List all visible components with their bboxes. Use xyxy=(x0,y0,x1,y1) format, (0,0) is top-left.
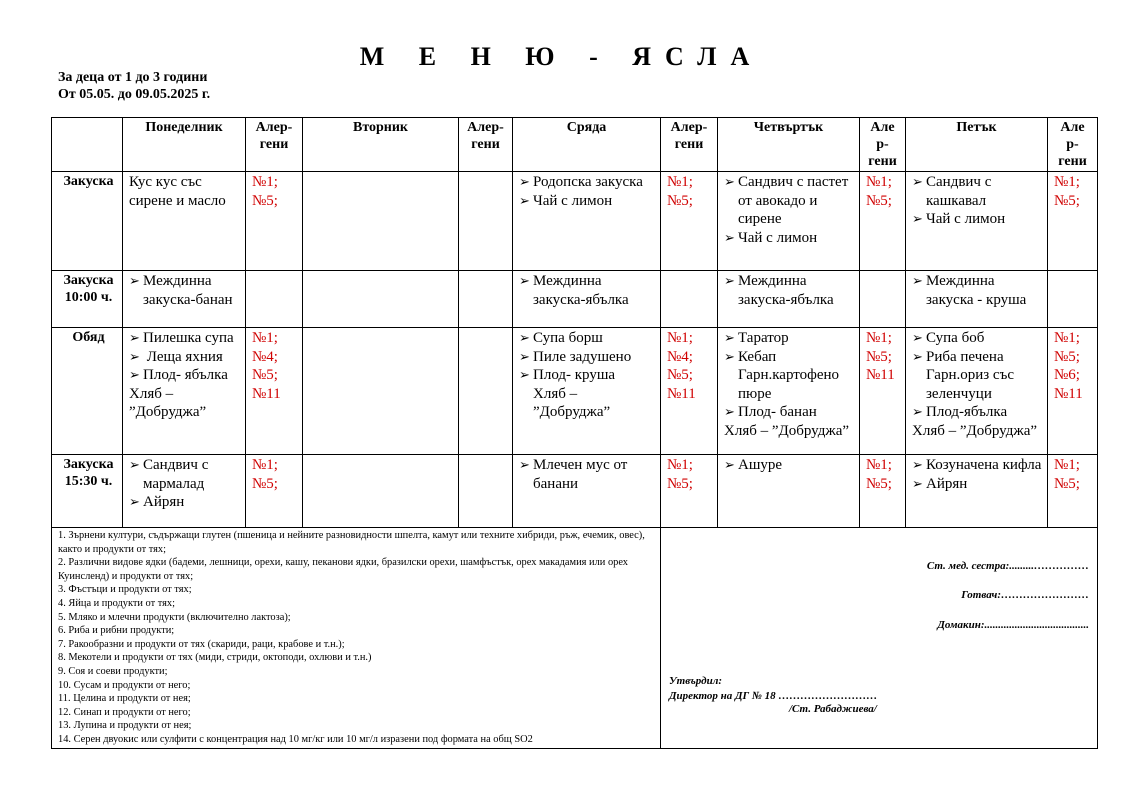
allergen-legend xyxy=(52,528,661,749)
snack10-tuesday xyxy=(303,271,459,328)
snack-1530-row xyxy=(52,455,1098,528)
arrow-bullet-icon: ➢ xyxy=(129,457,140,472)
allergens-cell xyxy=(459,271,513,328)
breakfast-friday xyxy=(906,172,1048,271)
lunch-friday xyxy=(906,328,1048,455)
bread-item: Хляб – ”Добруджа” xyxy=(912,422,1038,439)
arrow-bullet-icon: ➢ xyxy=(129,330,140,345)
menu-item: ➢ Сандвич с пастет от авокадо и сирене xyxy=(724,174,849,227)
menu-item: ➢ Плод- круша xyxy=(519,367,616,383)
menu-item: ➢ Чай с лимон xyxy=(912,211,1006,227)
allergens-cell: №1; №5; xyxy=(661,455,718,528)
arrow-bullet-icon: ➢ xyxy=(519,457,530,472)
arrow-bullet-icon: ➢ xyxy=(724,330,735,345)
allergens-cell xyxy=(459,328,513,455)
header-allergens: Але р- гени xyxy=(860,118,906,172)
arrow-bullet-icon: ➢ xyxy=(724,229,735,245)
snack-10-row xyxy=(52,271,1098,328)
menu-item: ➢ Кебап xyxy=(724,348,777,365)
allergens-cell: №1; №4; №5; №11 xyxy=(661,328,718,455)
header-allergens: Алер- гени xyxy=(661,118,718,172)
arrow-bullet-icon: ➢ xyxy=(912,211,923,226)
lunch-thursday xyxy=(718,328,860,455)
row-label: Обяд xyxy=(52,328,123,455)
menu-item: ➢ Ашуре xyxy=(724,457,783,473)
menu-item: ➢ Сандвич с мармалад xyxy=(129,457,209,492)
menu-item: ➢ Плод- ябълка xyxy=(129,367,228,383)
side-dish: Гарн.картофено пюре xyxy=(738,367,840,402)
menu-item: ➢ Айрян xyxy=(129,494,185,510)
legend-item: 12. Синап и продукти от него; xyxy=(58,706,191,718)
age-group: За деца от 1 до 3 години xyxy=(58,70,208,85)
legend-item: 1. Зърнени култури, съдържащи глутен (пшеница и нейните разновидности шпелта, камут или техните хибриди, ръж, ечемик, овес), както и продукти от тях; xyxy=(58,530,645,555)
snack10-thursday xyxy=(718,271,860,328)
header-friday: Петък xyxy=(906,118,1048,172)
menu-item: ➢ Козуначена кифла xyxy=(912,457,1042,473)
lunch-row xyxy=(52,328,1098,455)
snack1530-wednesday xyxy=(513,455,661,528)
breakfast-wednesday xyxy=(513,172,661,271)
allergens-cell: №1; №4; №5; №11 xyxy=(246,328,303,455)
footer-row xyxy=(52,528,1098,749)
allergens-cell xyxy=(459,172,513,271)
menu-item: ➢ Айрян xyxy=(912,475,968,492)
row-label: Закуска 15:30 ч. xyxy=(52,455,123,528)
period: От 05.05. до 09.05.2025 г. xyxy=(58,87,211,102)
director-signature: Директор на ДГ № 18 ……………………… xyxy=(669,690,878,702)
menu-item: ➢ Плод-ябълка xyxy=(912,404,1008,420)
snack1530-tuesday xyxy=(303,455,459,528)
snack10-monday xyxy=(123,271,246,328)
row-label: Закуска xyxy=(52,172,123,271)
header-monday: Понеделник xyxy=(123,118,246,172)
allergens-cell: №1; №5; №6; №11 xyxy=(1048,328,1098,455)
row-label: Закуска 10:00 ч. xyxy=(52,271,123,328)
snack10-friday xyxy=(906,271,1048,328)
allergens-cell: №1; №5; xyxy=(246,172,303,271)
arrow-bullet-icon: ➢ xyxy=(519,273,530,288)
allergens-cell: №1; №5; xyxy=(1048,172,1098,271)
menu-item: ➢ Пиле задушено xyxy=(519,348,632,365)
signature-area xyxy=(661,528,1098,749)
lunch-tuesday xyxy=(303,328,459,455)
allergens-cell: №1; №5; №11 xyxy=(860,328,906,455)
legend-item: 6. Риба и рибни продукти; xyxy=(58,625,175,637)
arrow-bullet-icon: ➢ xyxy=(724,174,735,189)
menu-item: ➢ Междинна закуска-банан xyxy=(129,273,233,308)
header-row xyxy=(52,118,1098,172)
allergens-cell: №1; №5; xyxy=(246,455,303,528)
menu-item: ➢ Междинна закуска - круша xyxy=(912,273,1027,308)
arrow-bullet-icon: ➢ xyxy=(724,348,735,364)
arrow-bullet-icon: ➢ xyxy=(724,457,735,472)
corner-cell xyxy=(52,118,123,172)
arrow-bullet-icon: ➢ xyxy=(912,174,923,189)
allergens-cell xyxy=(860,271,906,328)
menu-item: ➢ Сандвич с кашкавал xyxy=(912,174,992,209)
arrow-bullet-icon: ➢ xyxy=(519,367,530,382)
arrow-bullet-icon: ➢ xyxy=(912,348,923,364)
breakfast-thursday xyxy=(718,172,860,271)
menu-item: ➢ Родопска закуска xyxy=(519,174,643,190)
menu-table xyxy=(51,117,1098,749)
arrow-bullet-icon: ➢ xyxy=(129,494,140,509)
bread-item: Хляб – ”Добруджа” xyxy=(724,422,850,439)
lunch-wednesday xyxy=(513,328,661,455)
page-title: М Е Н Ю - ЯСЛА xyxy=(359,42,764,71)
legend-item: 4. Яйца и продукти от тях; xyxy=(58,597,176,609)
breakfast-tuesday xyxy=(303,172,459,271)
menu-item: ➢ Леща яхния xyxy=(129,348,223,365)
arrow-bullet-icon: ➢ xyxy=(129,348,140,364)
allergens-cell xyxy=(459,455,513,528)
arrow-bullet-icon: ➢ xyxy=(129,273,140,288)
legend-item: 11. Целина и продукти от нея; xyxy=(58,693,191,705)
header-allergens: Алер- гени xyxy=(246,118,303,172)
snack10-wednesday xyxy=(513,271,661,328)
arrow-bullet-icon: ➢ xyxy=(912,404,923,419)
lunch-monday xyxy=(123,328,246,455)
arrow-bullet-icon: ➢ xyxy=(129,367,140,382)
nurse-signature: Ст. мед. сестра:.........…………… xyxy=(926,560,1089,572)
menu-item: ➢ Риба печена xyxy=(912,348,1004,365)
menu-item: ➢ Супа борш xyxy=(519,330,603,346)
menu-item: ➢ Супа боб xyxy=(912,330,985,346)
menu-item: ➢ Чай с лимон xyxy=(724,229,818,246)
snack1530-thursday xyxy=(718,455,860,528)
approved-label: Утвърдил: xyxy=(669,675,723,687)
housekeeper-signature: Домакин:...................................... xyxy=(937,619,1089,631)
breakfast-row xyxy=(52,172,1098,271)
arrow-bullet-icon: ➢ xyxy=(519,348,530,364)
snack1530-monday xyxy=(123,455,246,528)
arrow-bullet-icon: ➢ xyxy=(912,457,923,472)
menu-item: ➢ Междинна закуска-ябълка xyxy=(519,273,629,308)
menu-item: ➢ Пилешка супа xyxy=(129,330,234,346)
allergens-cell xyxy=(1048,271,1098,328)
legend-item: 14. Серен двуокис или сулфити с концентрация над 10 мг/кг или 10 мг/л изразени под формата на общ SO2 xyxy=(58,733,533,745)
menu-item: ➢ Млечен мус от банани xyxy=(519,457,628,492)
arrow-bullet-icon: ➢ xyxy=(724,404,735,419)
legend-item: 13. Лупина и продукти от нея; xyxy=(58,720,192,732)
allergens-cell: №1; №5; xyxy=(860,172,906,271)
legend-item: 8. Мекотели и продукти от тях (миди, стриди, октоподи, охлюви и т.н.) xyxy=(58,652,372,664)
director-name: /Ст. Рабаджиева/ xyxy=(789,703,877,715)
legend-item: 7. Ракообразни и продукти от тях (скариди, раци, крабове и т.н.); xyxy=(58,638,345,650)
arrow-bullet-icon: ➢ xyxy=(519,330,530,345)
allergens-cell: №1; №5; xyxy=(860,455,906,528)
header-allergens: Але р- гени xyxy=(1048,118,1098,172)
header-allergens: Алер- гени xyxy=(459,118,513,172)
bread-item: Хляб – ”Добруджа” xyxy=(129,385,207,420)
arrow-bullet-icon: ➢ xyxy=(519,174,530,189)
allergens-cell: №1; №5; xyxy=(1048,455,1098,528)
arrow-bullet-icon: ➢ xyxy=(912,475,923,491)
menu-item: ➢ Чай с лимон xyxy=(519,192,613,209)
arrow-bullet-icon: ➢ xyxy=(912,330,923,345)
arrow-bullet-icon: ➢ xyxy=(912,273,923,288)
legend-item: 3. Фъстъци и продукти от тях; xyxy=(58,584,192,596)
header-wednesday: Сряда xyxy=(513,118,661,172)
side-dish: Гарн.ориз със зеленчуци xyxy=(926,367,1015,402)
breakfast-monday: Кус кус със сирене и масло xyxy=(123,172,246,271)
legend-item: 10. Сусам и продукти от него; xyxy=(58,679,191,691)
cook-signature: Готвач:…………………… xyxy=(961,589,1089,601)
allergens-cell xyxy=(246,271,303,328)
menu-item: ➢ Междинна закуска-ябълка xyxy=(724,273,834,308)
bread-item: Хляб – ”Добруджа” xyxy=(533,385,611,420)
menu-item: ➢ Таратор xyxy=(724,330,789,346)
legend-item: 9. Соя и соеви продукти; xyxy=(58,665,168,677)
menu-item: ➢ Плод- банан xyxy=(724,404,817,420)
snack1530-friday xyxy=(906,455,1048,528)
arrow-bullet-icon: ➢ xyxy=(519,192,530,208)
header-tuesday: Вторник xyxy=(303,118,459,172)
legend-item: 5. Мляко и млечни продукти (включително лактоза); xyxy=(58,611,291,623)
allergens-cell xyxy=(661,271,718,328)
allergens-cell: №1; №5; xyxy=(661,172,718,271)
header-thursday: Четвъртък xyxy=(718,118,860,172)
legend-item: 2. Различни видове ядки (бадеми, лешници, орехи, кашу, пеканови ядки, бразилски орехи, шамфъстък, орех макадамия или орех Куинсленд) и продукти от тях; xyxy=(58,557,629,582)
arrow-bullet-icon: ➢ xyxy=(724,273,735,288)
